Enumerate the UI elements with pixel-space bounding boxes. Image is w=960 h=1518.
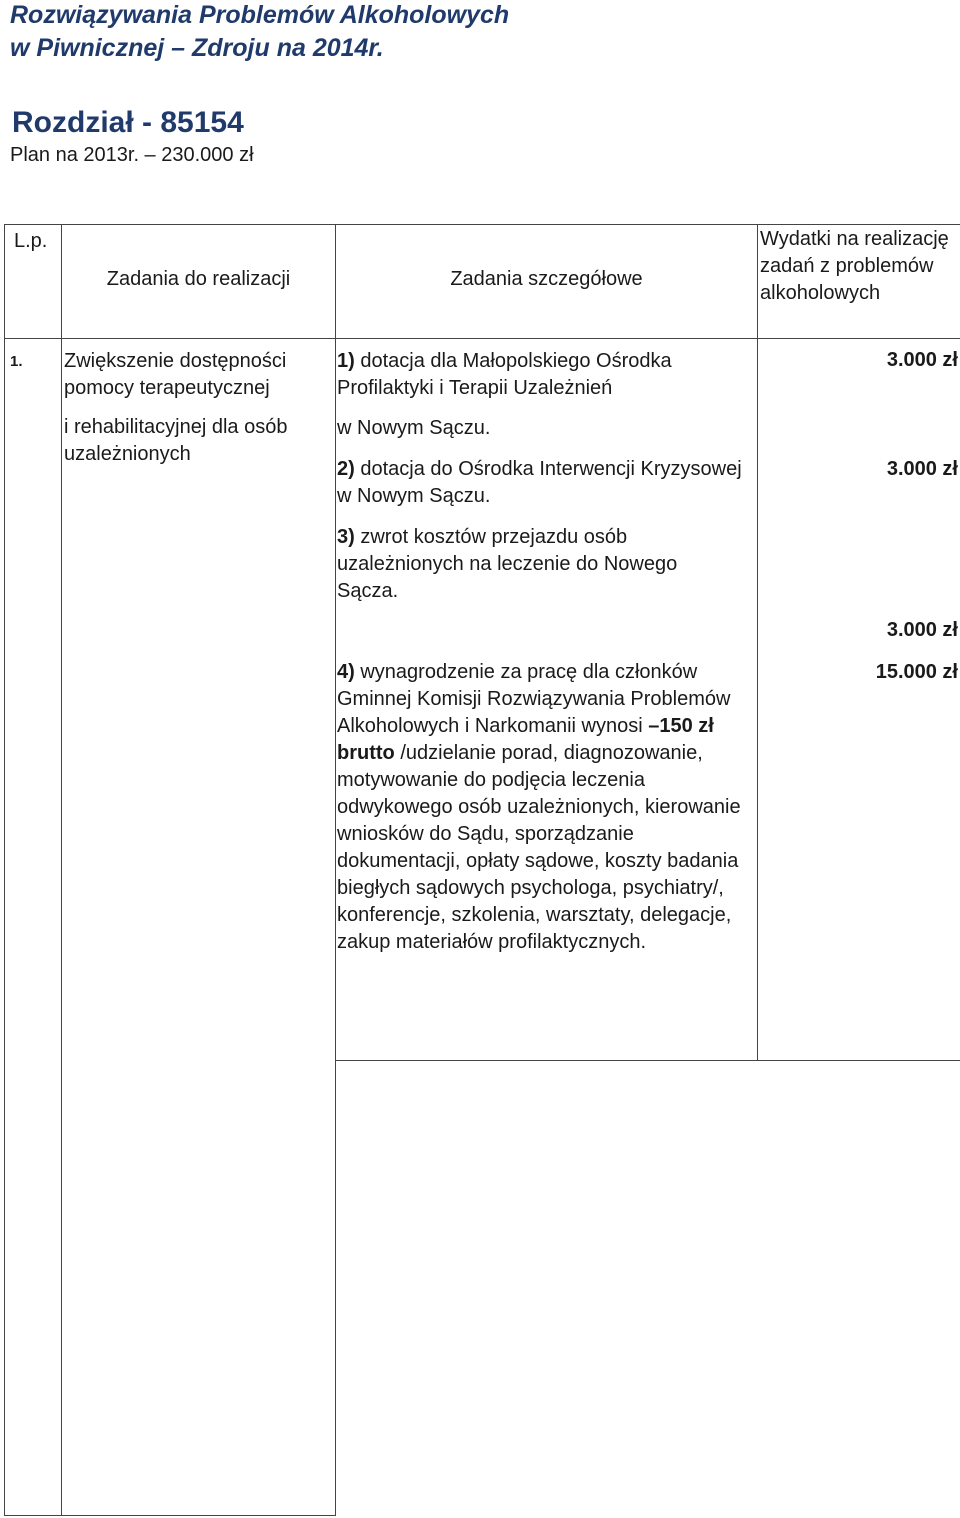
detail-item-2-number: 2) xyxy=(337,458,355,480)
amount-item-2: 3.000 zł xyxy=(886,458,958,480)
amount-item-1: 3.000 zł xyxy=(886,349,958,371)
col-border-left xyxy=(4,224,5,1516)
detail-item-4-number: 4) xyxy=(337,661,355,683)
col-border-details xyxy=(757,224,758,1061)
detail-item-3-number: 3) xyxy=(337,526,355,548)
detail-item-1-text: dotacja dla Małopolskiego Ośrodka Profilaktyki i Terapii Uzależnień xyxy=(337,350,672,399)
detail-item-3-text: zwrot kosztów przejazdu osób uzależnionych na leczenie do Nowego Sącza. xyxy=(337,526,678,602)
header-tasks: Zadania do realizacji xyxy=(106,268,291,290)
detail-item-3 xyxy=(337,524,737,605)
header-bottom-border xyxy=(4,338,960,339)
details-bottom-border xyxy=(335,1060,960,1061)
document-title-line1: Rozwiązywania Problemów Alkoholowych xyxy=(10,1,510,29)
detail-item-1 xyxy=(337,348,747,402)
col-border-tasks xyxy=(335,224,336,1516)
detail-item-2 xyxy=(337,456,747,510)
col-border-lp xyxy=(61,224,62,1516)
detail-item-4 xyxy=(337,659,749,956)
detail-item-4-text: wynagrodzenie za pracę dla członków Gminnej Komisji Rozwiązywania Problemów Alkoholowych i Narkomanii wynosi xyxy=(337,661,731,737)
plan-amount: Plan na 2013r. – 230.000 zł xyxy=(10,144,254,166)
row-task-line2: i rehabilitacyjnej dla osób uzależnionych xyxy=(64,416,288,465)
row-lp: 1. xyxy=(10,353,23,370)
header-expenses: Wydatki na realizację zadań z problemów alkoholowych xyxy=(760,228,949,304)
table-bottom-border xyxy=(4,1515,335,1516)
amount-item-4: 15.000 zł xyxy=(875,661,958,683)
document-title-line2: w Piwnicznej – Zdroju na 2014r. xyxy=(10,34,384,62)
detail-item-1-extra: w Nowym Sączu. xyxy=(337,417,491,439)
chapter-heading: Rozdział - 85154 xyxy=(12,106,244,139)
detail-item-4-rate: –150 zł brutto xyxy=(337,715,714,764)
header-lp: L.p. xyxy=(14,230,48,252)
detail-item-1-number: 1) xyxy=(337,350,355,372)
row-task-line1: Zwiększenie dostępności pomocy terapeutycznej xyxy=(64,350,287,399)
table-top-border xyxy=(4,224,960,225)
detail-item-4-text-after: /udzielanie porad, diagnozowanie, motywowanie do podjęcia leczenia odwykowego osób uzależnionych, kierowanie wniosków do Sądu, sporządzanie dokumentacji, opłaty sądowe, koszty badania biegłych sądowych psychologa, psychiatry/, konferencje, szkolenia, warsztaty, delegacje, zakup materiałów profilaktycznych. xyxy=(337,742,741,953)
amount-item-3: 3.000 zł xyxy=(886,619,958,641)
header-details: Zadania szczegółowe xyxy=(450,268,643,290)
detail-item-2-text: dotacja do Ośrodka Interwencji Kryzysowej w Nowym Sączu. xyxy=(337,458,742,507)
